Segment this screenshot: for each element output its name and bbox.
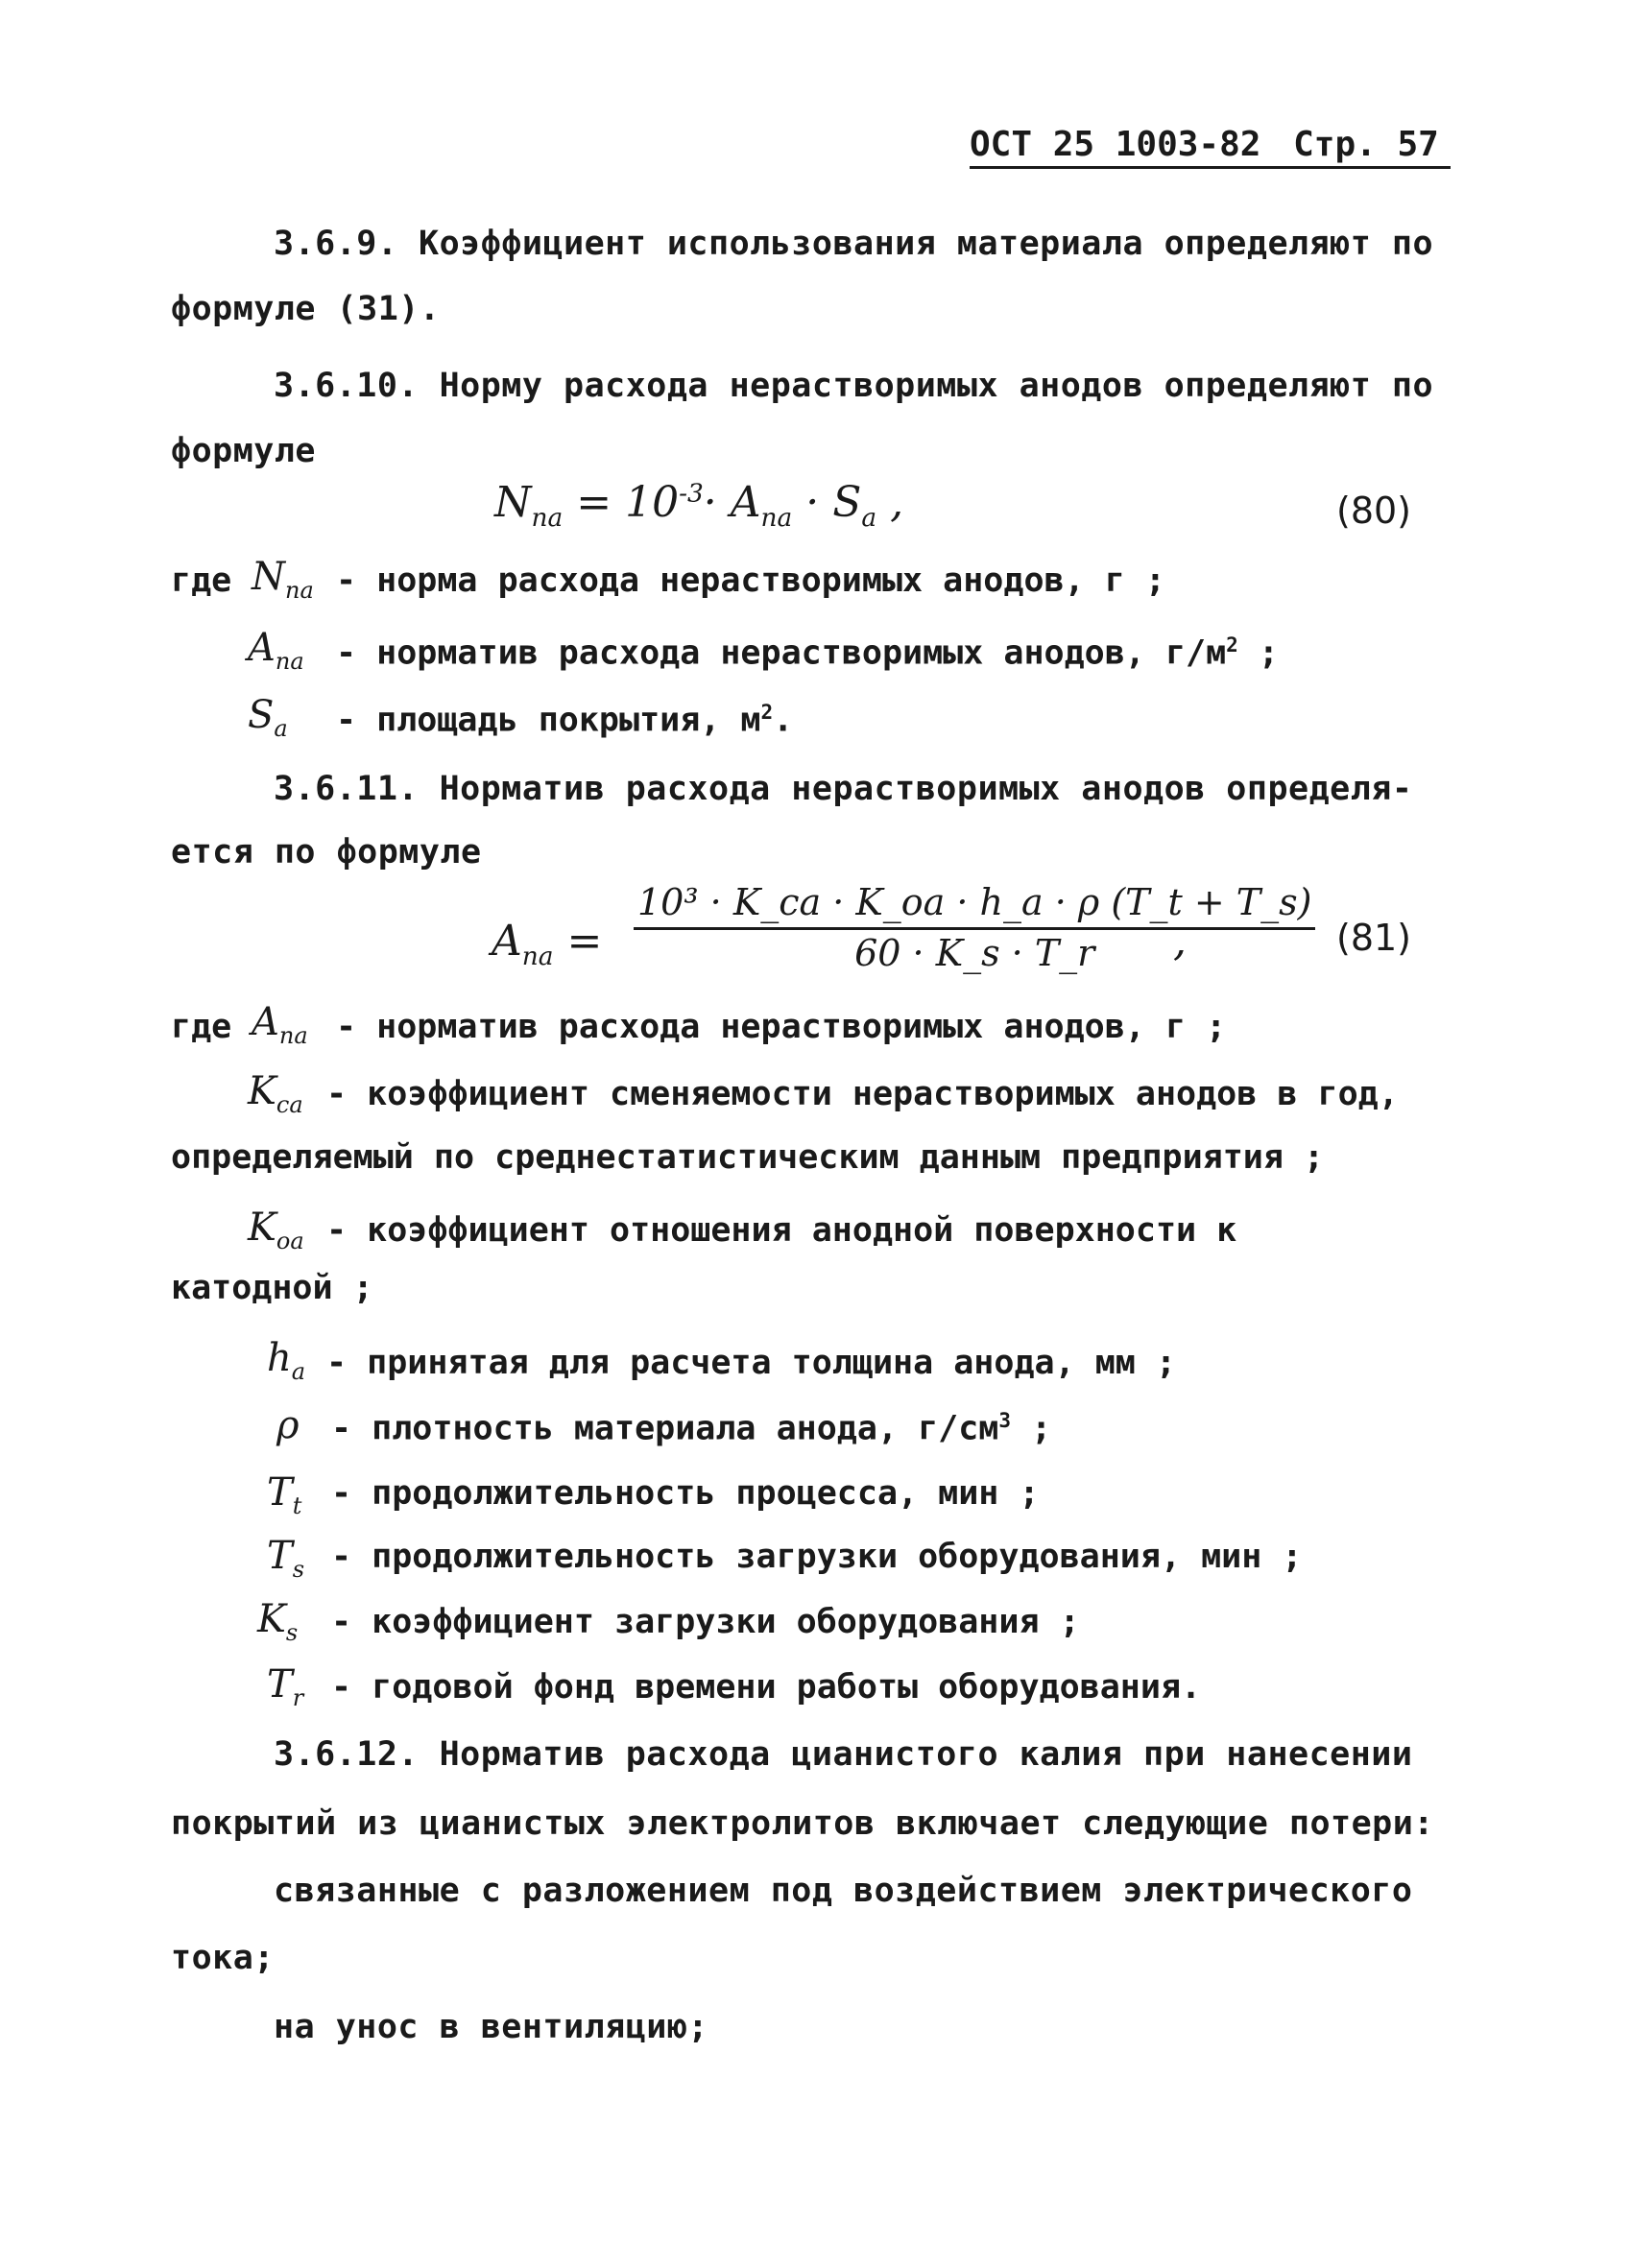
where-prefix-81: где [171, 1008, 232, 1046]
definition-t-t: - продолжительность процесса, мин ; [331, 1474, 1040, 1513]
definition-a-na: - норматив расхода нерастворимых анодов, $г/м^2$ ; [336, 633, 1279, 673]
paragraph-3-6-9-line2: формуле (31). [171, 290, 441, 328]
formula-81-denominator: 60 · K_s · T_r [854, 932, 1095, 974]
standard-number: ОСТ 25 1003-82 [970, 125, 1261, 164]
definition-n-na: - норма расхода нерастворимых анодов, г ; [336, 561, 1165, 600]
loss-item-2: на унос в вентиляцию; [274, 2008, 709, 2046]
formula-80: $N_{na} = 10^{-3}\cdot A_{na} \cdot S_a$ , [494, 478, 904, 533]
paragraph-3-6-10-line1: 3.6.10. Норму расхода нерастворимых анодов определяют по [274, 367, 1434, 405]
formula-81-numerator: 10³ · K_ca · K_oa · h_a · ρ (T_t + T_s) [634, 881, 1315, 930]
formula-81-tail: , [1173, 917, 1187, 966]
symbol-n-na: $N_{na}$ [252, 555, 314, 604]
equation-number-81: (81) [1336, 917, 1412, 959]
symbol-t-s: $T_s$ [267, 1534, 305, 1583]
paragraph-3-6-10-line2: формуле [171, 432, 317, 470]
symbol-h-a: $h_a$ [267, 1336, 306, 1385]
formula-81-fraction [634, 881, 1315, 974]
where-prefix-80: где [171, 561, 232, 600]
definition-k-oa-cont: катодной ; [171, 1269, 373, 1307]
symbol-t-r: $T_r$ [267, 1662, 304, 1711]
definition-k-ca: - коэффициент сменяемости нерастворимых анодов в год, [326, 1075, 1399, 1113]
paragraph-3-6-12-line2: покрытий из цианистых электролитов включает следующие потери: [171, 1804, 1434, 1843]
definition-t-r: - годовой фонд времени работы оборудования. [331, 1668, 1202, 1707]
definition-a-na-2: - норматив расхода нерастворимых анодов, г ; [336, 1008, 1227, 1046]
page-header [970, 125, 1451, 169]
definition-k-oa: - коэффициент отношения анодной поверхности к [326, 1211, 1237, 1250]
symbol-rho: ρ [276, 1403, 300, 1447]
definition-t-s: - продолжительность загрузки оборудования, мин ; [331, 1538, 1303, 1576]
symbol-k-ca: $K_{ca}$ [248, 1069, 303, 1118]
paragraph-3-6-12-line1: 3.6.12. Норматив расхода цианистого калия при нанесении [274, 1735, 1413, 1774]
definition-h-a: - принятая для расчета толщина анода, мм ; [326, 1344, 1177, 1382]
equation-number-80: (80) [1336, 489, 1412, 532]
definition-rho: - плотность материала анода, $г/см^3$ ; [331, 1409, 1052, 1448]
paragraph-3-6-11-line1: 3.6.11. Норматив расхода нерастворимых анодов определя- [274, 770, 1413, 808]
formula-81-lhs: $A_{na}$ = [492, 917, 603, 971]
definition-s-a: - площадь покрытия, $м^2$. [336, 701, 794, 740]
symbol-k-s: $K_s$ [257, 1597, 299, 1646]
paragraph-3-6-9-line1: 3.6.9. Коэффициент использования материала определяют по [274, 225, 1434, 263]
definition-k-ca-cont: определяемый по среднестатистическим данным предприятия ; [171, 1138, 1325, 1177]
paragraph-3-6-11-line2: ется по формуле [171, 833, 482, 871]
symbol-a-na: $A_{na}$ [248, 626, 304, 675]
loss-item-1-line1: связанные с разложением под воздействием электрического [274, 1872, 1413, 1910]
loss-item-1-line2: тока; [171, 1939, 275, 1977]
definition-k-s: - коэффициент загрузки оборудования ; [331, 1603, 1080, 1641]
symbol-k-oa: $K_{oa}$ [248, 1206, 304, 1254]
symbol-a-na-2: $A_{na}$ [252, 1000, 308, 1049]
symbol-t-t: $T_t$ [267, 1470, 302, 1519]
symbol-s-a: $S_a$ [248, 693, 288, 742]
page-number: Стр. 57 [1293, 125, 1439, 164]
